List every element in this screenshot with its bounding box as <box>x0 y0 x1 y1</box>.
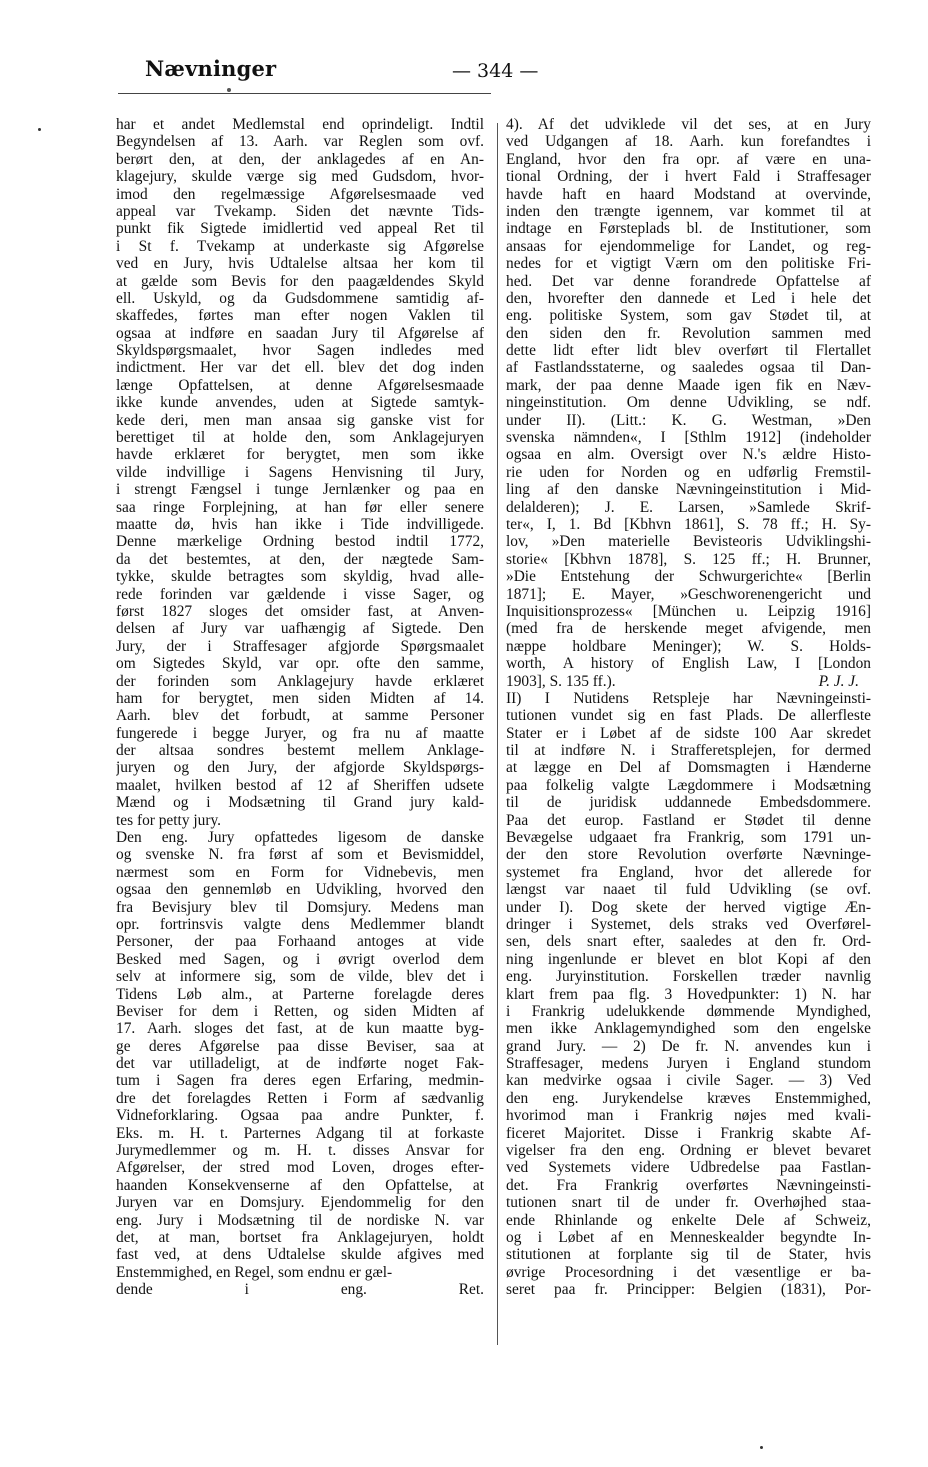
text-line: under II). (Litt.: K. G. Westman, »Den <box>506 411 871 429</box>
text-line: Stater er i Løbet af de sidste 100 Aar skredet <box>506 724 871 742</box>
text-line: vigelser fra den eng. Ordning er blevet bevaret <box>506 1142 871 1160</box>
text-line: systemet fra England, hvor det allerede for <box>506 863 871 881</box>
text-line: II) I Nutidens Retspleje har Nævningeinsti- <box>506 689 871 707</box>
text-line: under I). Dog skete der herved vigtige Æn- <box>506 898 871 916</box>
text-line: Denne mærkelige Ordning bestod indtil 1772, <box>116 533 484 551</box>
text-line: appeal var Tvekamp. Siden det nævnte Tids- <box>116 202 484 220</box>
text-line: den, hvorefter den dannede et Led i hele det <box>506 289 871 307</box>
left-text-column <box>116 116 484 1299</box>
text-line: dette lidt efter lidt blev overført til Flertallet <box>506 342 871 360</box>
text-line: berørt den, at den, der anklagedes af en An- <box>116 150 484 168</box>
text-line: klagejury, skulde værge sig med Gudsdom, hvor- <box>116 168 484 186</box>
text-line: tutionen snart til de under fr. Overhøjhed staa- <box>506 1194 871 1212</box>
text-line: vilde indvillige i Sagens Henvisning til Jury, <box>116 463 484 481</box>
text-line: ficeret Majoritet. Disse i Frankrig skabte Af- <box>506 1124 871 1142</box>
text-line: punkt fik Sigtede imidlertid ved appeal Ret til <box>116 220 484 238</box>
text-line: fast ved, at dens Udtalelse skulde afgives med <box>116 1246 484 1264</box>
text-line: ter«, I, 1. Bd [Kbhvn 1861], S. 78 ff.; H. Sy- <box>506 515 871 533</box>
text-line: Beviser for dem i Retten, og siden Midten af <box>116 1002 484 1020</box>
text-line: saa ringe Forplejning, at han før eller senere <box>116 498 484 516</box>
text-line: tutionen vundet sig en fast Plads. De allerfleste <box>506 707 871 725</box>
text-line: mark, der paa denne Maade igen fik en Næv- <box>506 376 871 394</box>
text-line: ningeinstitution. Om denne Udvikling, se ndf. <box>506 394 871 412</box>
text-line: delsen af Jury var uafhængig af Sigtede. Den <box>116 620 484 638</box>
text-line: indictment. Her var det ell. blev det dog inden <box>116 359 484 377</box>
text-line: der altsaa sondres bestemt mellem Anklage- <box>116 742 484 760</box>
text-line: inden den trængte igennem, var kommet til at <box>506 202 871 220</box>
text-line: indtage en Førsteplads bl. de Institutioner, som <box>506 220 871 238</box>
text-line: der forinden som Anklagejury havde erklæret <box>116 672 484 690</box>
text-line: i Frankrig udelukkende dømmende Myndighed, <box>506 1002 871 1020</box>
text-line: ell. Uskyld, og da Gudsdommene samtidig af- <box>116 289 484 307</box>
text-line: Skyldspørgsmaalet, hvor Sagen indledes med <box>116 342 484 360</box>
text-line: maalet, hvilken bestod af 12 af Sheriffen udsete <box>116 776 484 794</box>
text-line: dre det forelagdes Retten i Form af sædvanlig <box>116 1089 484 1107</box>
text-line: Afgørelser, der stred mod Loven, droges efter- <box>116 1159 484 1177</box>
text-line: hed. Det var denne forandrede Opfattelse af <box>506 272 871 290</box>
text-line: det var utilladeligt, at de indførte noget Fak- <box>116 1055 484 1073</box>
text-line: at gælde som Bevis for den paagældendes Skyld <box>116 272 484 290</box>
text-line: lov, »Den materielle Bevisteoris Udviklingshi- <box>506 533 871 551</box>
text-line: om Sigtedes Skyld, var opr. ofte den samme, <box>116 655 484 673</box>
text-line: paa folkelig valgte Lægdommere i Modsætning <box>506 776 871 794</box>
text-line: den eng. Jurykendelse kræves Enstemmighed, <box>506 1089 871 1107</box>
text-line: kede deri, men man ansaa sig ganske vist for <box>116 411 484 429</box>
text-line: af Fastlandsstaterne, og saaledes ogsaa til Dan- <box>506 359 871 377</box>
text-line: opr. fortrinsvis valgte dens Medlemmer blandt <box>116 915 484 933</box>
text-line: tional Ordning, der i hvert Fald i Straffesager <box>506 168 871 186</box>
text-line: Eks. m. H. t. Parternes Adgang til at forkaste <box>116 1124 484 1142</box>
text-line: ogsaa en alm. Oversigt over N.'s ældre Histo- <box>506 446 871 464</box>
page-number: — 344 — <box>452 60 539 82</box>
text-line: sen, dels snart efter, saaledes at den fr. Ord- <box>506 933 871 951</box>
text-line: delalderen); J. E. Larsen, »Samlede Skrif- <box>506 498 871 516</box>
text-line: Paa det europ. Fastland er Stødet til denne <box>506 811 871 829</box>
text-line: imod den regelmæssige Afgørelsesmaade ved <box>116 185 484 203</box>
text-line: og svenske N. fra først af som et Bevismiddel, <box>116 846 484 864</box>
text-line: tes for petty jury. <box>116 811 221 829</box>
text-line: 17. Aarh. sloges det fast, at de kun maatte byg- <box>116 1020 484 1038</box>
text-line: selv at informere sig, som de vilde, blev det i <box>116 968 484 986</box>
text-line: eng. Jury i Modsætning til de nordiske N. var <box>116 1211 484 1229</box>
text-line: nedes for et vigtigt Værn om den politiske Fri- <box>506 255 871 273</box>
text-line: har et andet Medlemstal end oprindeligt. Indtil <box>116 116 484 133</box>
text-line: juryen og den Jury, der afgjorde Skyldspørgs- <box>116 759 484 777</box>
text-line: og i Løbet af en Menneskealder begyndte In- <box>506 1229 871 1246</box>
text-line: ogsaa at indføre en saadan Jury til Afgørelse af <box>116 324 484 342</box>
text-line: i St f. Tvekamp at underkaste sig Afgørelse <box>116 237 484 255</box>
scan-speck <box>760 1446 763 1449</box>
text-line: Straffesager, medens Juryen i England stundom <box>506 1055 871 1073</box>
text-line: Aarh. blev det forbudt, at samme Personer <box>116 707 484 725</box>
text-line: først 1827 sloges det omsider fast, at Anven- <box>116 602 484 620</box>
text-line: ling af den danske Nævningeinstitution i Mid- <box>506 481 871 499</box>
running-head-title: Nævninger <box>145 56 277 81</box>
text-line: England, hvor den fra opr. af være en una- <box>506 150 871 168</box>
text-line: ende Rhinlande og enkelte Dele af Schweiz, <box>506 1211 871 1229</box>
text-line: ogsaa den gennemløb en Udvikling, hvorved den <box>116 881 484 899</box>
text-line: den siden den fr. Revolution sammen med <box>506 324 871 342</box>
text-line: rie uden for Norden og en udførlig Fremstil- <box>506 463 871 481</box>
text-line: til de juridisk uddannede Embedsdommere. <box>506 794 871 812</box>
text-line: Jurymedlemmer og m. H. t. disses Ansvar for <box>116 1142 484 1160</box>
text-line: ham for berygtet, men siden Midten af 14. <box>116 689 484 707</box>
column-divider <box>497 123 498 1345</box>
text-line: næppe holdbare Meninger); W. S. Holds- <box>506 637 871 655</box>
text-line: Enstemmighed, en Regel, som endnu er gæl- <box>116 1263 393 1281</box>
text-line: storie« [Kbhvn 1878], S. 125 ff.; H. Brunner, <box>506 550 871 568</box>
text-line: men ikke Anklagemyndighed som den engelske <box>506 1020 871 1038</box>
text-line: i strengt Fængsel i tunge Jernlænker og paa en <box>116 481 484 499</box>
text-line: længst var naaet til fuld Udvikling (se ovf. <box>506 881 871 899</box>
text-line: »Die Entstehung der Schwurgerichte« [Berlin <box>506 568 871 586</box>
text-line: det. Fra Frankrig overførtes Nævningeinsti- <box>506 1176 871 1194</box>
text-line: ge deres Afgørelse paa disse Beviser, saa at <box>116 1037 484 1055</box>
text-line: 1903], S. 135 ff.). P. J. J. <box>506 672 859 690</box>
text-line: Inquisitionsprozess« [München u. Leipzig 1916] <box>506 602 871 620</box>
text-line: fra Bevisjury blev til Domsjury. Medens man <box>116 898 484 916</box>
scan-speck <box>38 128 41 131</box>
text-line: grand Jury. — 2) De fr. N. anvendes kun i <box>506 1037 871 1055</box>
text-line: Den eng. Jury opfattedes ligesom de danske <box>116 829 484 847</box>
text-line: dringer i Systemet, dels straks ved Overførel- <box>506 915 871 933</box>
text-line: længe Opfattelsen, at denne Afgørelsesmaade <box>116 376 484 394</box>
text-line: 4). Af det udviklede vil det ses, at en Jury <box>506 116 871 133</box>
text-line: ved en Jury, hvis Udtalelse altsaa her kom til <box>116 255 484 273</box>
text-line: rede forinden var gældende i visse Sager, og <box>116 585 484 603</box>
text-line: haanden Konsekvenserne af den Opfattelse, at <box>116 1176 484 1194</box>
text-line: nærmest som en Form for Vidnebevis, men <box>116 863 484 881</box>
text-line: worth, A history of English Law, I [London <box>506 655 871 673</box>
text-line: tykke, skulde betragtes som skyldig, hvad alle- <box>116 568 484 586</box>
text-line: til at indføre N. i Strafferetsplejen, for dermed <box>506 742 871 760</box>
text-line: stitutionen at forplante sig til de Stater, hvis <box>506 1246 871 1264</box>
text-line: (med fra de herskende meget afvigende, men <box>506 620 871 638</box>
author-signature: P. J. J. <box>818 672 859 690</box>
text-line: øvrige Procesordning i det væsentlige er ba- <box>506 1263 871 1281</box>
text-line: ved Udgangen af 18. Aarh. kun forefandtes i <box>506 133 871 151</box>
right-text-column <box>506 116 871 1299</box>
text-line: eng. politiske System, som gav Stødet til, at <box>506 307 871 325</box>
text-line: kan medvirke ogsaa i civile Sager. — 3) Ved <box>506 1072 871 1090</box>
text-line: eng. Juryinstitution. Forskellen træder navnlig <box>506 968 871 986</box>
text-line: Vidneforklaring. Ogsaa paa andre Punkter, f. <box>116 1107 484 1125</box>
text-line: ved Systemets videre Udbredelse paa Fastlan- <box>506 1159 871 1177</box>
text-line: Personer, der paa Forhaand antoges at vide <box>116 933 484 951</box>
text-line: dende i eng. Ret. <box>116 1281 484 1299</box>
text-line: skaffedes, førtes man efter nogen Vaklen til <box>116 307 484 325</box>
text-line: der den store Revolution overførte Nævninge- <box>506 846 871 864</box>
text-line: maatte dø, hvis han ikke i Tide indvilligede. <box>116 515 484 533</box>
text-line: Besked med Sagen, og i øvrigt overlod dem <box>116 950 484 968</box>
text-line: fungerede i begge Juryer, og fra nu af maatte <box>116 724 484 742</box>
text-line: havde erklæret for berygtet, men som ikke <box>116 446 484 464</box>
text-line: at lægge en Del af Domsmagten i Hænderne <box>506 759 871 777</box>
text-line: Juryen var en Domsjury. Ejendommelig for den <box>116 1194 484 1212</box>
text-line: ning ingenlunde er blevet en blot Kopi af den <box>506 950 871 968</box>
header-rule-mark <box>227 88 231 92</box>
text-line: Begyndelsen af 13. Aarh. var Reglen som ovf. <box>116 133 484 151</box>
text-line: da det bestemtes, at den, der nægtede Sam- <box>116 550 484 568</box>
text-line: ikke kunde anvendes, uden at Sigtede samtyk- <box>116 394 484 412</box>
text-line: Jury, der i Straffesager afgjorde Spørgsmaalet <box>116 637 484 655</box>
text-line: Mænd og i Modsætning til Grand jury kald- <box>116 794 484 812</box>
text-line: Bevægelse udgaaet fra Frankrig, som 1791 un- <box>506 829 871 847</box>
text-line: berettiget til at holde den, som Anklagejuryen <box>116 429 484 447</box>
text-line: hvorimod man i Frankrig nøjes med kvali- <box>506 1107 871 1125</box>
text-line: det, at man, bortset fra Anklagejuryen, holdt <box>116 1229 484 1246</box>
text-line: Tidens Løb alm., at Parterne forelagde deres <box>116 985 484 1003</box>
text-line: ansaas for ejendommelige for Landet, og reg- <box>506 237 871 255</box>
text-line: havde haft en haard Modstand at overvinde, <box>506 185 871 203</box>
text-line: svenska nämnden«, I [Sthlm 1912] (indeholder <box>506 429 871 447</box>
text-line: tum i Sagen fra deres egen Erfaring, medmin- <box>116 1072 484 1090</box>
header-rule <box>118 93 491 94</box>
text-line: seret paa fr. Principper: Belgien (1831), Por- <box>506 1281 871 1299</box>
text-line: klart frem paa flg. 3 Hovedpunkter: 1) N. har <box>506 985 871 1003</box>
text-line: 1871]; E. Mayer, »Geschworenengericht und <box>506 585 871 603</box>
